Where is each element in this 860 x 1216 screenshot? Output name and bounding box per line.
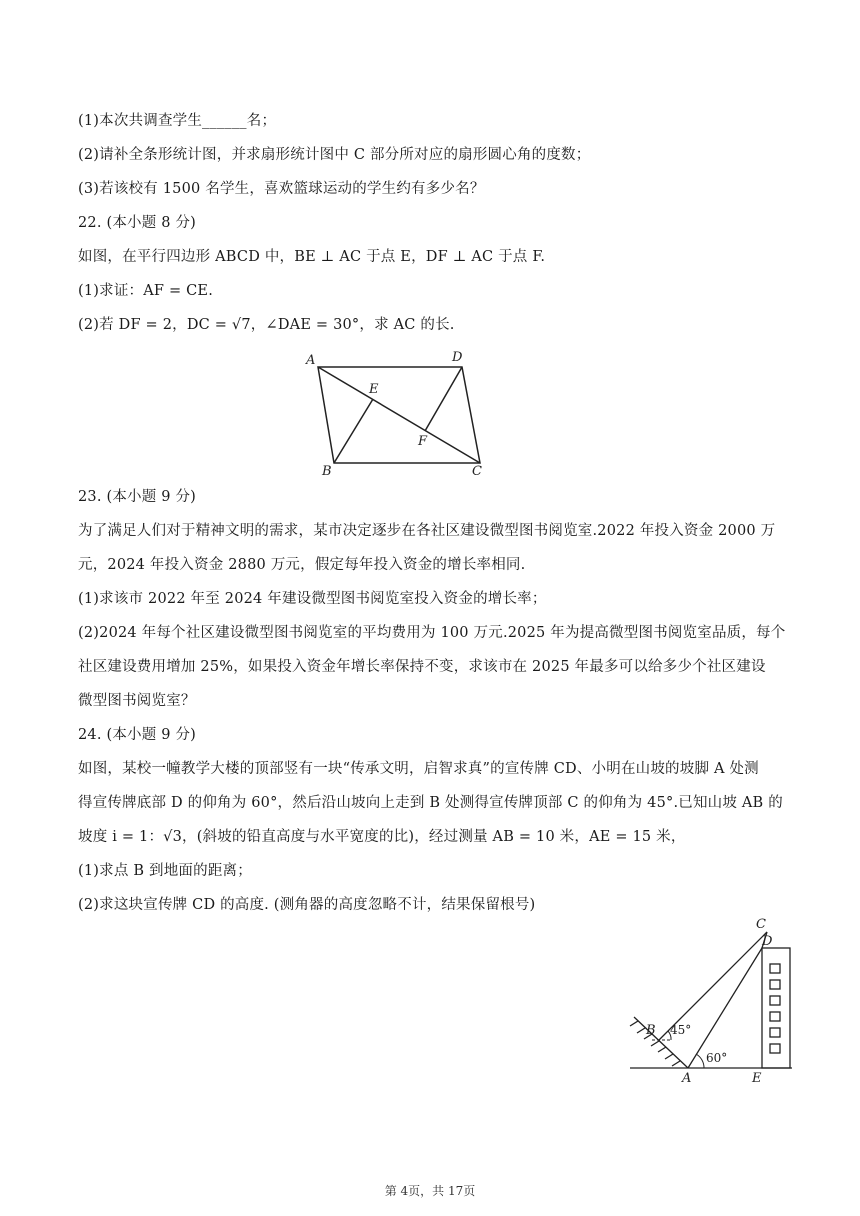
label-d: D <box>452 350 463 365</box>
problem-23-part-2-line-1: (2)2024 年每个社区建设微型图书阅览室的平均费用为 100 万元.2025 年为提高微型图书阅览室品质，每个 <box>78 625 786 641</box>
angle-45-label: 45° <box>670 1023 692 1037</box>
parallelogram-figure <box>300 347 500 477</box>
problem-24-line-3: 坡度 i = 1：√3，(斜坡的铅直高度与水平宽度的比)，经过测量 AB = 10 米，AE = 15 米， <box>78 829 686 845</box>
problem-24-line-1: 如图，某校一幢教学大楼的顶部竖有一块“传承文明，启智求真”的宣传牌 CD、小明在山坡的坡脚 A 处测 <box>78 761 759 777</box>
label-c: C <box>472 464 482 477</box>
problem-23-part-2-line-2: 社区建设费用增加 25%，如果投入资金年增长率保持不变，求该市在 2025 年最多可以给多少个社区建设 <box>78 659 766 675</box>
problem-22-part-1: (1)求证：AF = CE. <box>78 283 214 299</box>
label-a: A <box>682 1071 692 1084</box>
problem-23-line-2: 元，2024 年投入资金 2880 万元，假定每年投入资金的增长率相同. <box>78 557 526 573</box>
problem-23-part-2-line-3: 微型图书阅览室？ <box>78 693 196 709</box>
problem-24-part-1: (1)求点 B 到地面的距离； <box>78 863 252 879</box>
label-b: B <box>322 464 332 477</box>
label-c: C <box>756 917 766 932</box>
label-a: A <box>306 353 316 368</box>
text-line-2: (2)请补全条形统计图，并求扇形统计图中 C 部分所对应的扇形圆心角的度数； <box>78 147 591 163</box>
label-e: E <box>369 382 379 397</box>
problem-22-header: 22. (本小题 8 分) <box>78 215 197 231</box>
page-footer: 第 4页，共 17页 <box>384 1184 476 1198</box>
problem-23-line-1: 为了满足人们对于精神文明的需求，某市决定逐步在各社区建设微型图书阅览室.2022 年投入资金 2000 万 <box>78 523 776 539</box>
angle-60-label: 60° <box>706 1051 728 1065</box>
problem-22-statement: 如图，在平行四边形 ABCD 中，BE ⊥ AC 于点 E，DF ⊥ AC 于点 F. <box>78 249 546 265</box>
problem-24-part-2: (2)求这块宣传牌 CD 的高度. (测角器的高度忽略不计，结果保留根号) <box>78 897 536 913</box>
label-f: F <box>418 434 428 449</box>
problem-23-part-1: (1)求该市 2022 年至 2024 年建设微型图书阅览室投入资金的增长率； <box>78 591 547 607</box>
label-b: B <box>646 1023 656 1038</box>
text-line-1: (1)本次共调查学生______名； <box>78 113 277 129</box>
problem-23-header: 23. (本小题 9 分) <box>78 489 197 505</box>
label-d: D <box>762 934 773 949</box>
label-e: E <box>752 1071 762 1084</box>
text-line-3: (3)若该校有 1500 名学生，喜欢篮球运动的学生约有多少名？ <box>78 181 485 197</box>
problem-24-header: 24. (本小题 9 分) <box>78 727 197 743</box>
problem-22-part-2: (2)若 DF = 2，DC = √7，∠DAE = 30°，求 AC 的长. <box>78 317 455 333</box>
problem-24-line-2: 得宣传牌底部 D 的仰角为 60°，然后沿山坡向上走到 B 处测得宣传牌顶部 C 的仰角为 45°.已知山坡 AB 的 <box>78 795 783 811</box>
slope-billboard-figure <box>626 914 796 1084</box>
